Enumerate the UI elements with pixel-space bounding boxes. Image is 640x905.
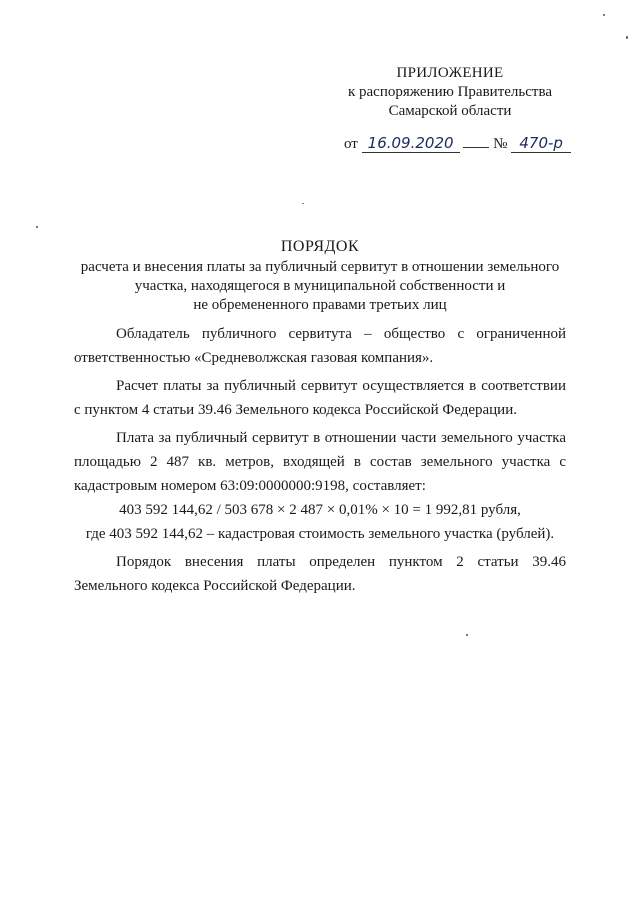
subtitle-line: участка, находящегося в муниципальной собственности и <box>134 278 506 294</box>
date-underline-tail <box>463 147 489 148</box>
from-label: от <box>344 136 358 152</box>
appendix-line-region: Самарской области <box>388 103 512 119</box>
scan-speck <box>466 634 468 636</box>
fee-formula: 403 592 144,62 / 503 678 × 2 487 × 0,01% × 10 = 1 992,81 рубля, <box>119 502 521 518</box>
paragraph-fee-amount: Плата за публичный сервитут в отношении части земельного участка площадью 2 487 кв. метров, входящей в состав земельного участка с кадастровым номером 63:09:0000000:9198, составляет: <box>74 430 566 494</box>
subtitle-line: расчета и внесения платы за публичный сервитут в отношении земельного <box>80 259 560 275</box>
scan-speck <box>302 203 304 204</box>
appendix-title: ПРИЛОЖЕНИЕ <box>396 65 504 81</box>
scan-speck <box>36 226 38 228</box>
paragraph-servitude-holder: Обладатель публичного сервитута – общество с ограниченной ответственностью «Средневолжская газовая компания». <box>74 326 566 366</box>
appendix-header <box>330 64 570 121</box>
appendix-line-decree: к распоряжению Правительства <box>347 84 552 100</box>
formula-explanation: где 403 592 144,62 – кадастровая стоимость земельного участка (рублей). <box>85 526 555 542</box>
number-label: № <box>493 136 508 152</box>
paragraph-payment-procedure: Порядок внесения платы определен пунктом 2 статьи 39.46 Земельного кодекса Российской Федерации. <box>74 554 566 594</box>
scan-speck <box>626 36 628 39</box>
handwritten-date: 16.09.2020 <box>362 134 460 153</box>
decree-date-number <box>344 134 584 153</box>
document-subtitle <box>60 258 580 315</box>
document-title: ПОРЯДОК <box>280 238 360 255</box>
handwritten-number: 470-р <box>511 134 571 153</box>
scan-speck <box>603 14 605 16</box>
paragraph-calculation-basis: Расчет платы за публичный сервитут осуществляется в соответствии с пунктом 4 статьи 39.46 Земельного кодекса Российской Федерации. <box>74 378 566 418</box>
subtitle-line: не обремененного правами третьих лиц <box>193 297 447 313</box>
